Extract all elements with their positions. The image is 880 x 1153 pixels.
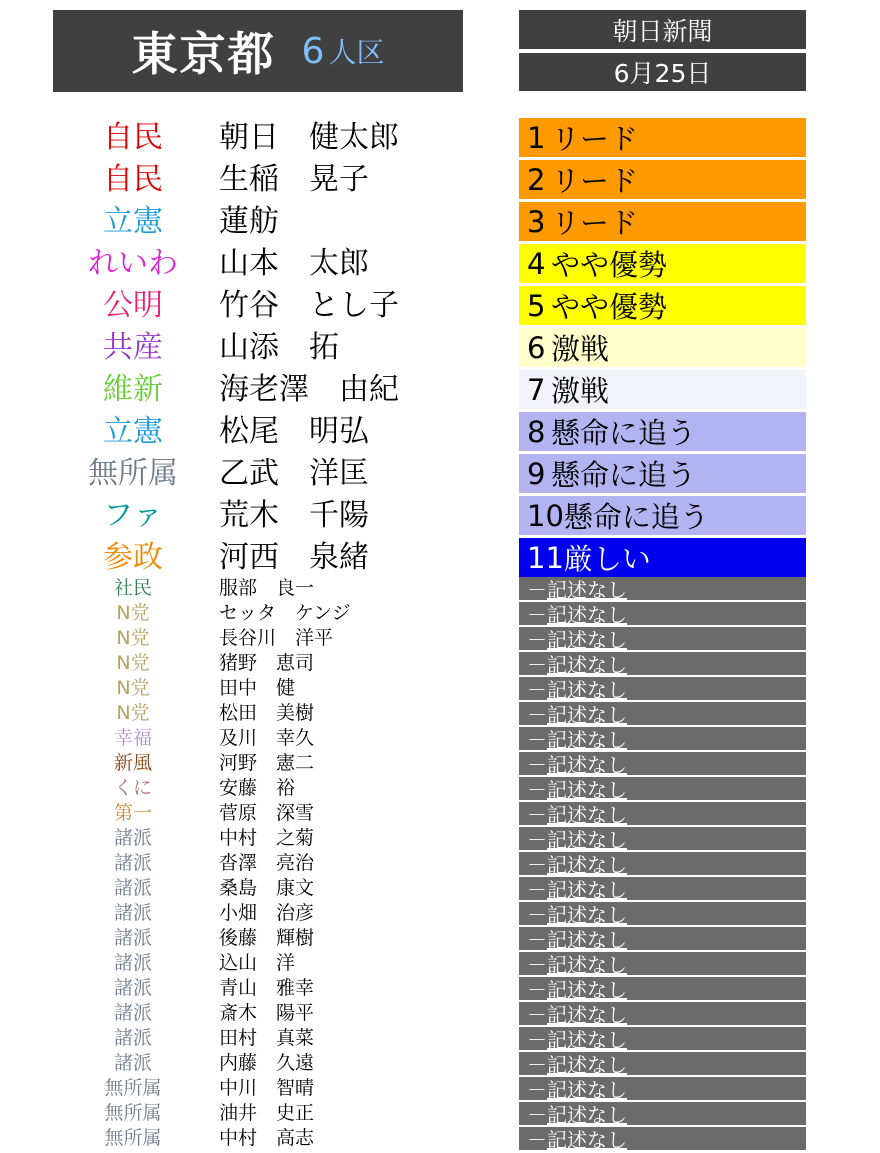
status-label: 記述なし: [547, 603, 627, 627]
candidate-row: [0, 651, 880, 676]
status-cell: [519, 702, 806, 725]
status-label: 記述なし: [547, 578, 627, 602]
rank-number: 1: [527, 120, 546, 155]
party-label: 立憲: [103, 204, 163, 239]
status-cell: [519, 1002, 806, 1025]
party-label: 諸派: [113, 927, 152, 949]
candidate-name: 蓮舫: [219, 204, 279, 239]
status-cell: [519, 727, 806, 750]
status-cell: [519, 927, 806, 950]
status-cell: [519, 802, 806, 825]
rank-number: 10: [527, 498, 564, 533]
seats-number: 6: [301, 30, 325, 72]
rank-number: 7: [527, 372, 546, 407]
status-label: 厳しい: [563, 542, 651, 576]
status-label: 記述なし: [547, 678, 627, 702]
rank-number: 4: [527, 246, 546, 281]
status-label: 記述なし: [547, 878, 627, 902]
candidate-name: 長谷川 洋平: [219, 627, 334, 649]
party-label: 無所属: [88, 456, 178, 491]
status-cell: [519, 244, 806, 283]
rank-number: 11: [527, 540, 564, 575]
rank-dash: －: [527, 853, 547, 877]
party-label: 諸派: [113, 902, 152, 924]
status-label: 記述なし: [547, 1028, 627, 1052]
status-cell: [519, 827, 806, 850]
candidate-name: 斎木 陽平: [219, 1002, 315, 1024]
status-label: 記述なし: [547, 778, 627, 802]
rank-dash: －: [527, 703, 547, 727]
seats-suffix: 人区: [328, 36, 385, 69]
party-label: 幸福: [113, 727, 152, 749]
candidate-name: 油井 史正: [219, 1102, 315, 1124]
candidate-row: [0, 776, 880, 801]
rank-dash: －: [527, 978, 547, 1002]
status-label: リード: [551, 164, 639, 198]
status-cell: [519, 752, 806, 775]
status-label: 激戦: [551, 374, 610, 408]
candidate-name: 服部 良一: [219, 577, 315, 599]
candidate-name: 内藤 久遠: [219, 1052, 315, 1074]
status-label: 記述なし: [547, 978, 627, 1002]
candidate-row: [0, 327, 880, 369]
status-cell: [519, 627, 806, 650]
party-label: 公明: [103, 288, 163, 323]
party-label: 維新: [103, 372, 163, 407]
source-name: 朝日新聞: [519, 10, 806, 49]
rank-dash: －: [527, 903, 547, 927]
rank-number: 6: [527, 330, 546, 365]
candidate-row: [0, 201, 880, 243]
status-label: 懸命に追う: [551, 416, 697, 450]
candidate-row: [0, 1001, 880, 1026]
candidate-name: 中村 高志: [219, 1127, 315, 1149]
status-cell: [519, 1027, 806, 1050]
party-label: 社民: [113, 577, 152, 599]
party-label: 無所属: [104, 1077, 162, 1099]
status-cell: [519, 1077, 806, 1100]
status-cell: [519, 370, 806, 409]
rank-dash: －: [527, 653, 547, 677]
district-title: [53, 10, 463, 92]
candidate-row: [0, 495, 880, 537]
party-label: 無所属: [104, 1102, 162, 1124]
status-cell: [519, 902, 806, 925]
candidate-row: [0, 453, 880, 495]
status-label: 記述なし: [547, 1103, 627, 1127]
candidate-row: [0, 926, 880, 951]
candidate-row: [0, 117, 880, 159]
candidate-row: [0, 159, 880, 201]
candidate-row: [0, 726, 880, 751]
party-label: 諸派: [113, 977, 152, 999]
party-label: N党: [116, 677, 150, 699]
rank-dash: －: [527, 1128, 547, 1152]
candidate-row: [0, 951, 880, 976]
party-label: 諸派: [113, 952, 152, 974]
rank-dash: －: [527, 753, 547, 777]
rank-dash: －: [527, 928, 547, 952]
rank-number: 5: [527, 288, 546, 323]
rank-dash: －: [527, 678, 547, 702]
party-label: 立憲: [103, 414, 163, 449]
party-label: 第一: [113, 802, 152, 824]
status-label: 記述なし: [547, 753, 627, 777]
status-cell: [519, 602, 806, 625]
candidate-row: [0, 826, 880, 851]
rank-number: 2: [527, 162, 546, 197]
party-label: 自民: [103, 120, 163, 155]
party-label: 自民: [103, 162, 163, 197]
rank-number: 8: [527, 414, 546, 449]
party-label: N党: [116, 702, 150, 724]
candidate-name: 後藤 輝樹: [219, 927, 315, 949]
party-label: N党: [116, 602, 150, 624]
candidate-row: [0, 537, 880, 579]
status-label: 懸命に追う: [551, 458, 697, 492]
candidate-name: 田村 真菜: [219, 1027, 315, 1049]
rank-dash: －: [527, 628, 547, 652]
party-label: N党: [116, 652, 150, 674]
candidate-name: 朝日 健太郎: [219, 120, 399, 155]
party-label: N党: [116, 627, 150, 649]
status-cell: [519, 1102, 806, 1125]
candidate-name: 竹谷 とし子: [219, 288, 399, 323]
candidate-name: 河野 憲二: [219, 752, 315, 774]
party-label: 無所属: [104, 1127, 162, 1149]
status-cell: [519, 202, 806, 241]
source-date: 6月25日: [519, 53, 806, 91]
status-cell: [519, 652, 806, 675]
candidate-name: 山本 太郎: [219, 246, 369, 281]
candidate-name: 込山 洋: [219, 952, 296, 974]
status-cell: [519, 777, 806, 800]
candidate-name: 松田 美樹: [219, 702, 315, 724]
candidate-name: 小畑 治彦: [219, 902, 315, 924]
status-cell: [519, 118, 806, 157]
rank-number: 3: [527, 204, 546, 239]
status-cell: [519, 852, 806, 875]
candidate-row: [0, 751, 880, 776]
status-cell: [519, 160, 806, 199]
rank-dash: －: [527, 578, 547, 602]
candidate-row: [0, 1026, 880, 1051]
party-label: くに: [113, 777, 152, 799]
candidate-row: [0, 576, 880, 601]
party-label: 諸派: [113, 1002, 152, 1024]
candidate-row: [0, 626, 880, 651]
rank-dash: －: [527, 803, 547, 827]
status-label: リード: [551, 122, 639, 156]
status-label: 記述なし: [547, 1003, 627, 1027]
candidate-name: 及川 幸久: [219, 727, 315, 749]
candidate-name: 中川 智晴: [219, 1077, 315, 1099]
candidate-row: [0, 369, 880, 411]
candidate-row: [0, 1126, 880, 1151]
rank-dash: －: [527, 1053, 547, 1077]
party-label: れいわ: [88, 246, 178, 281]
candidate-name: 沓澤 亮治: [219, 852, 315, 874]
status-label: 記述なし: [547, 1128, 627, 1152]
status-cell: [519, 496, 806, 535]
party-label: 新風: [113, 752, 152, 774]
rank-dash: －: [527, 1003, 547, 1027]
candidate-name: 松尾 明弘: [219, 414, 369, 449]
candidate-row: [0, 676, 880, 701]
candidate-row: [0, 1051, 880, 1076]
rank-dash: －: [527, 1028, 547, 1052]
party-label: 諸派: [113, 877, 152, 899]
candidate-row: [0, 901, 880, 926]
status-cell: [519, 677, 806, 700]
rank-dash: －: [527, 1078, 547, 1102]
status-cell: [519, 1127, 806, 1150]
rank-dash: －: [527, 878, 547, 902]
candidate-row: [0, 976, 880, 1001]
status-label: 記述なし: [547, 653, 627, 677]
status-label: 記述なし: [547, 1078, 627, 1102]
prefecture-label: 東京都: [131, 27, 276, 81]
candidate-name: 猪野 恵司: [219, 652, 315, 674]
status-label: リード: [551, 206, 639, 240]
candidate-name: 河西 泉緒: [219, 540, 369, 575]
party-label: 諸派: [113, 827, 152, 849]
candidate-row: [0, 411, 880, 453]
status-cell: [519, 454, 806, 493]
candidate-name: 田中 健: [219, 677, 296, 699]
party-label: 参政: [103, 540, 163, 575]
party-label: 諸派: [113, 852, 152, 874]
candidate-name: 生稲 晃子: [219, 162, 369, 197]
candidate-name: 青山 雅幸: [219, 977, 315, 999]
party-label: 諸派: [113, 1027, 152, 1049]
rank-dash: －: [527, 603, 547, 627]
rank-dash: －: [527, 953, 547, 977]
status-label: 記述なし: [547, 928, 627, 952]
candidate-row: [0, 851, 880, 876]
candidate-row: [0, 876, 880, 901]
candidate-name: 菅原 深雪: [219, 802, 315, 824]
candidate-row: [0, 601, 880, 626]
status-label: やや優勢: [551, 290, 668, 324]
party-label: 諸派: [113, 1052, 152, 1074]
candidate-name: 乙武 洋匡: [219, 456, 369, 491]
status-cell: [519, 952, 806, 975]
status-cell: [519, 286, 806, 325]
candidate-row: [0, 285, 880, 327]
status-cell: [519, 328, 806, 367]
party-label: ファ: [103, 498, 163, 533]
status-label: 記述なし: [547, 903, 627, 927]
candidate-name: セッタ ケンジ: [219, 602, 351, 624]
status-label: やや優勢: [551, 248, 668, 282]
rank-dash: －: [527, 778, 547, 802]
status-label: 記述なし: [547, 628, 627, 652]
candidate-row: [0, 243, 880, 285]
candidate-name: 山添 拓: [219, 330, 339, 365]
status-cell: [519, 538, 806, 577]
status-label: 懸命に追う: [563, 500, 709, 534]
party-label: 共産: [103, 330, 163, 365]
status-cell: [519, 877, 806, 900]
status-label: 記述なし: [547, 803, 627, 827]
rank-dash: －: [527, 1103, 547, 1127]
candidate-name: 桑島 康文: [219, 877, 315, 899]
status-cell: [519, 977, 806, 1000]
status-label: 記述なし: [547, 953, 627, 977]
status-label: 記述なし: [547, 703, 627, 727]
rank-number: 9: [527, 456, 546, 491]
status-cell: [519, 1052, 806, 1075]
candidate-name: 安藤 裕: [219, 777, 296, 799]
candidate-row: [0, 1076, 880, 1101]
candidate-name: 海老澤 由紀: [219, 372, 399, 407]
status-label: 記述なし: [547, 853, 627, 877]
candidate-row: [0, 1101, 880, 1126]
candidate-name: 中村 之菊: [219, 827, 315, 849]
candidate-row: [0, 701, 880, 726]
rank-dash: －: [527, 728, 547, 752]
rank-dash: －: [527, 828, 547, 852]
status-label: 激戦: [551, 332, 610, 366]
status-label: 記述なし: [547, 728, 627, 752]
status-cell: [519, 577, 806, 600]
status-label: 記述なし: [547, 828, 627, 852]
status-cell: [519, 412, 806, 451]
status-label: 記述なし: [547, 1053, 627, 1077]
candidate-row: [0, 801, 880, 826]
candidate-name: 荒木 千陽: [219, 498, 369, 533]
